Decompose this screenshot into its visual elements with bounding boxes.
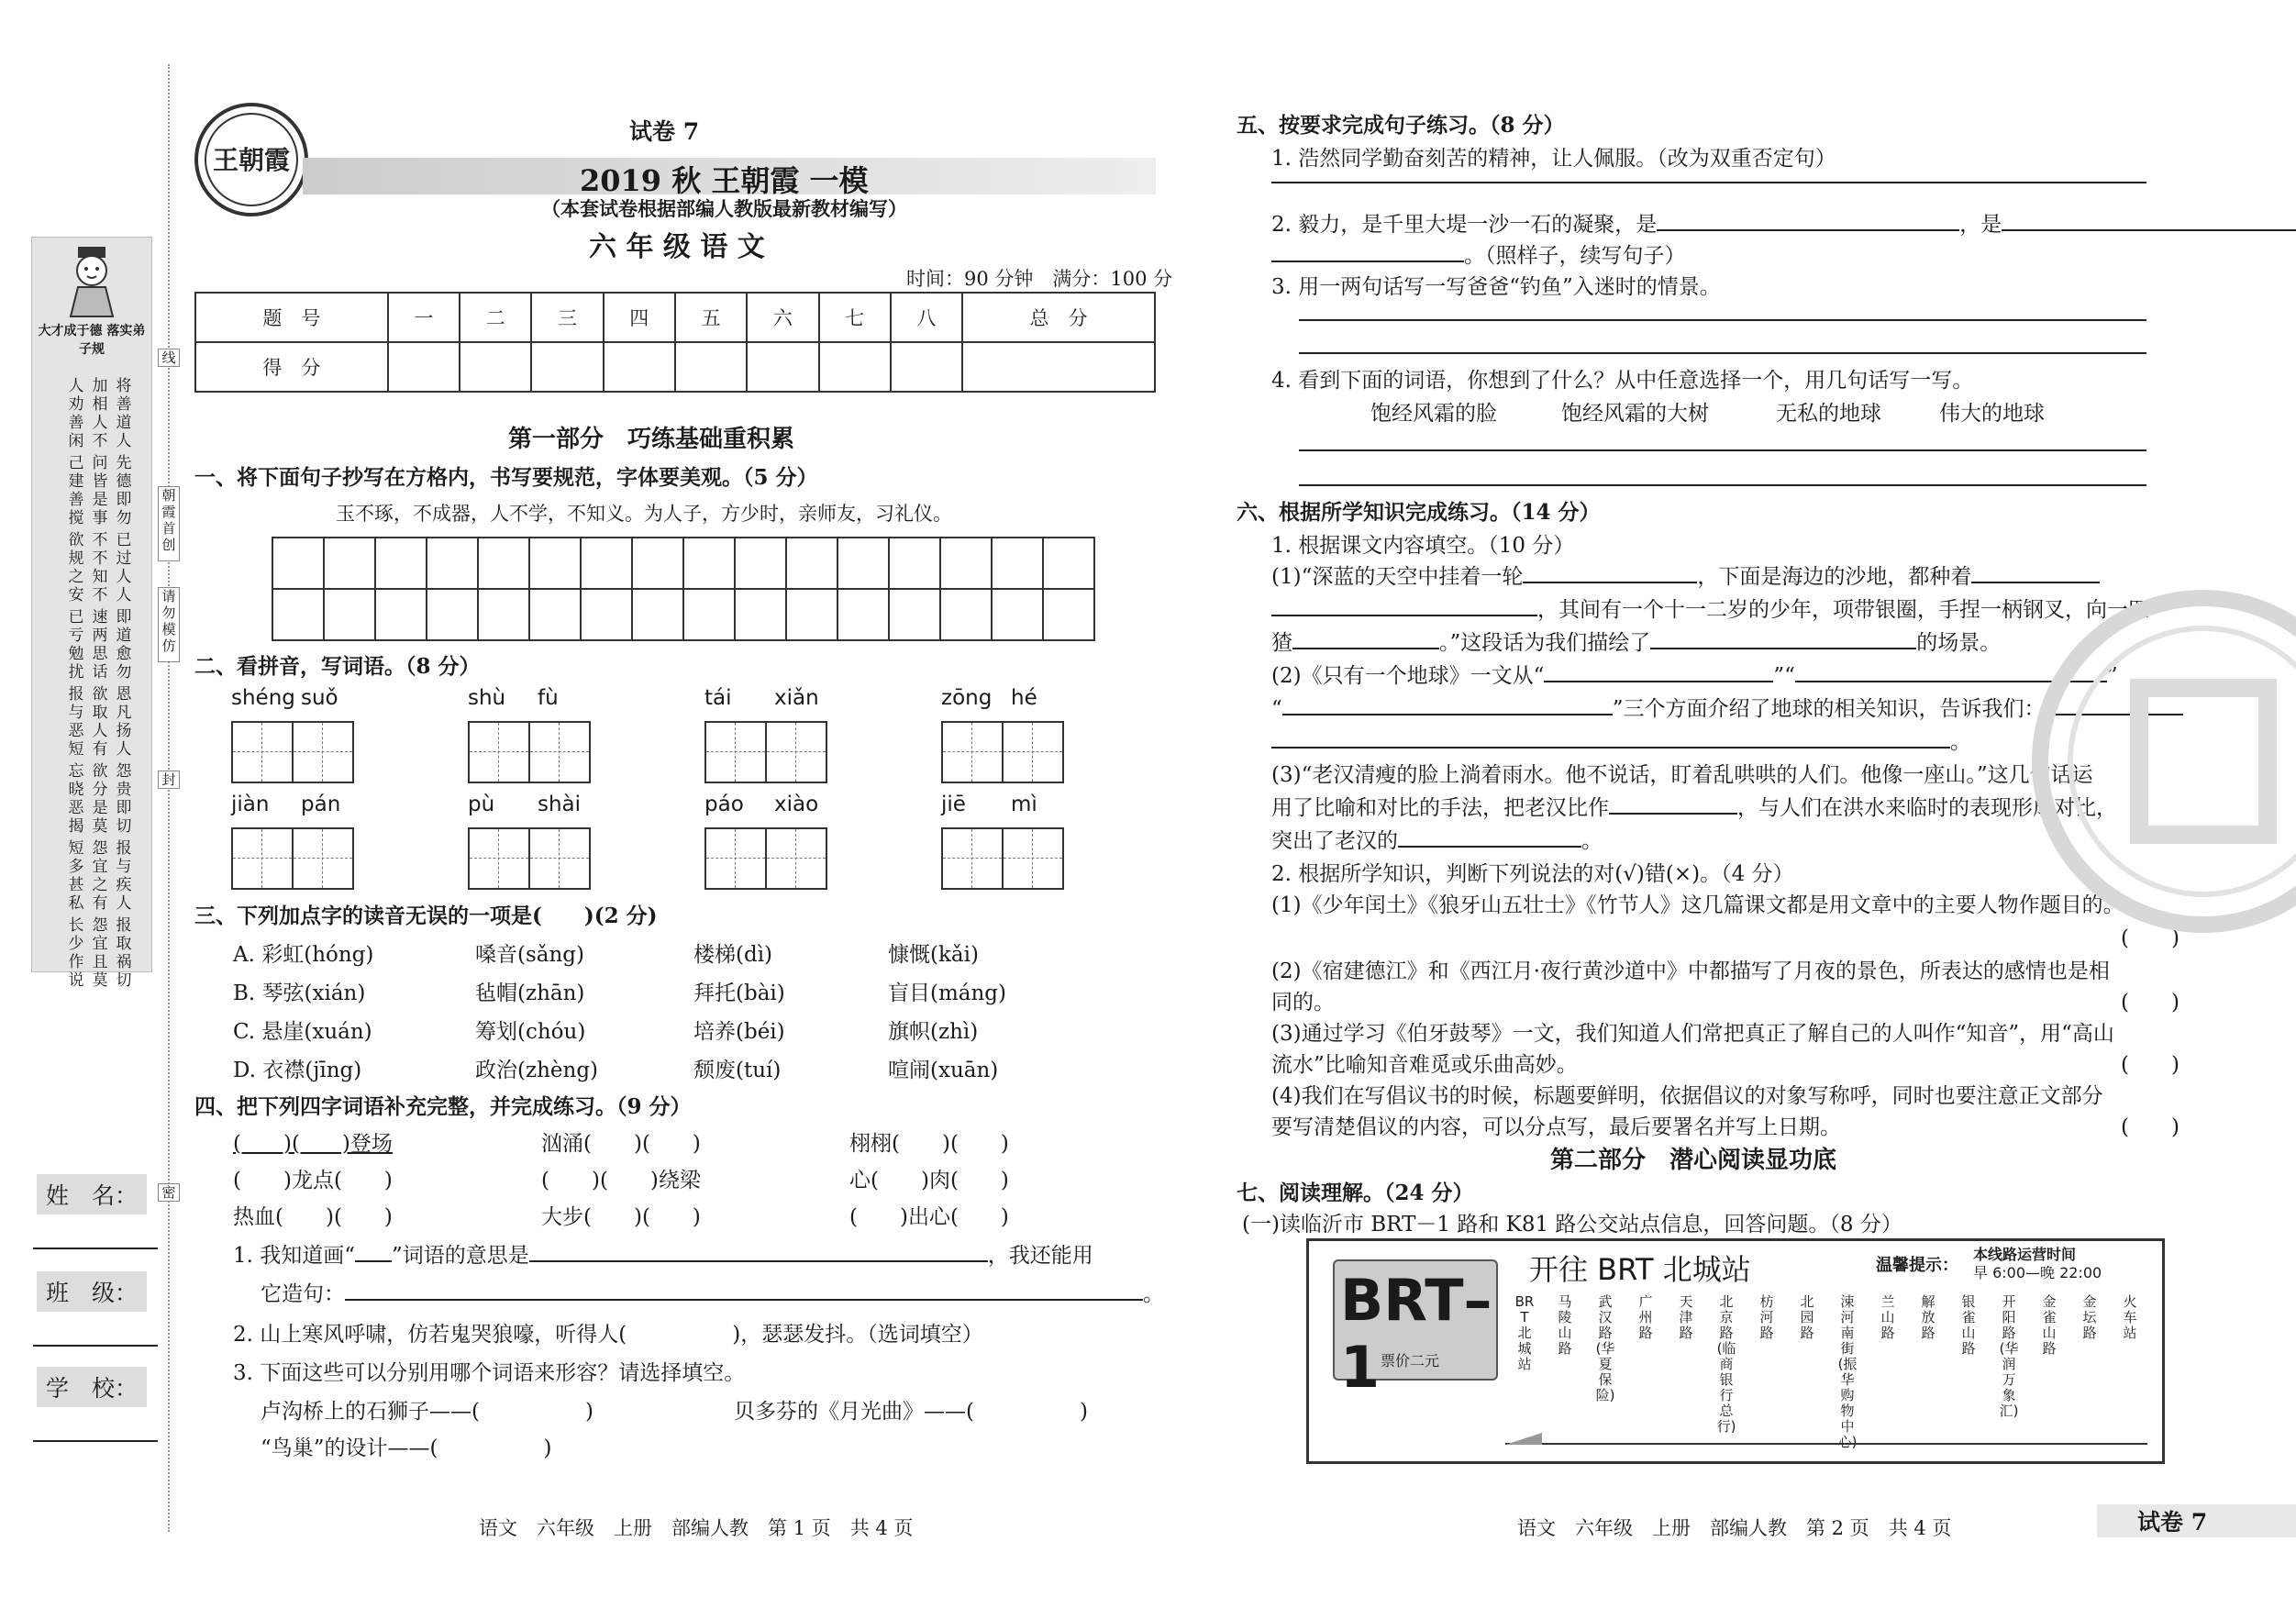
q6-j2-answer[interactable]: ( ) — [2121, 991, 2180, 1015]
q6-sub2: 2. 根据所学知识，判断下列说法的对(√)错(×)。（4 分） — [1271, 862, 1794, 886]
pinyin-label: tái — [704, 686, 732, 710]
q5-s3: 3. 用一两句话写一写爸爸“钓鱼”入迷时的情景。 — [1271, 275, 1721, 299]
class-label: 班 级： — [37, 1271, 147, 1312]
q4-idiom[interactable]: 栩栩( )( ) — [849, 1132, 1009, 1156]
score-entry-cell[interactable] — [891, 342, 962, 392]
copy-grid-cell[interactable] — [837, 538, 889, 589]
bus-stop-name: 北京路(临商银行总行) — [1716, 1293, 1736, 1435]
q6-p1-a: (1)“深蓝的天空中挂着一轮 — [1271, 565, 1524, 589]
q5-s2-blank1[interactable] — [1657, 229, 1959, 231]
tian-grid-box[interactable] — [231, 827, 294, 890]
q6-p2-c: ” — [2106, 664, 2118, 688]
motto-column: 已亏勉扰 — [68, 608, 84, 682]
q4-sub3-a: 卢沟桥上的石狮子——( ) — [261, 1400, 593, 1424]
brt-direction-arrow — [1505, 1432, 1542, 1449]
brt-logo-text: BRT–1 — [1340, 1267, 1492, 1401]
q6-p2-d: “ — [1271, 697, 1282, 721]
motto-column: 加相人不 — [92, 377, 108, 450]
q3-option-word: 慷慨(kǎi) — [888, 943, 979, 967]
copy-grid-cell[interactable] — [683, 589, 735, 640]
q5-s3-line1[interactable] — [1299, 319, 2146, 321]
q7-title: 七、阅读理解。（24 分） — [1237, 1181, 1474, 1205]
motto-column: 己建善搅 — [68, 454, 84, 527]
q6-p2-line3 — [1271, 725, 1971, 755]
score-header-cell: 一 — [388, 293, 460, 342]
pinyin-label: xiǎn — [774, 686, 819, 710]
tian-grid-box[interactable] — [231, 721, 294, 783]
pinyin-label: xiào — [774, 793, 819, 816]
pinyin-label: pù — [468, 793, 495, 816]
copy-grid-cell[interactable] — [735, 538, 786, 589]
q3-option-label[interactable]: B. 琴弦(xián) — [233, 981, 366, 1005]
copy-grid-cell[interactable] — [427, 589, 478, 640]
pinyin-label: pán — [301, 793, 341, 816]
q5-s3-line2[interactable] — [1299, 352, 2146, 354]
bus-stop-name: 天津路 — [1679, 1293, 1693, 1341]
q6-p3-line3 — [1271, 824, 1603, 854]
q6-j2-a: (2)《宿建德江》和《西江月·夜行黄沙道中》中都描写了月夜的景色，所表达的感情也是相 — [1271, 959, 2110, 983]
q3-option-label[interactable]: A. 彩虹(hóng) — [233, 943, 374, 967]
copy-grid-cell[interactable] — [375, 589, 427, 640]
bus-stop-sign — [1306, 1238, 2165, 1464]
q6-p2-a: (2)《只有一个地球》一文从“ — [1271, 664, 1545, 688]
q6-j3-b: 流水”比喻知音难觅或乐曲高妙。 — [1271, 1053, 1578, 1077]
q6-j1: (1)《少年闰土》《狼牙山五壮士》《竹节人》这几篇课文都是用文章中的主要人物作题目的。 — [1271, 893, 2124, 917]
motto-column: 恩凡扬人 — [116, 685, 132, 759]
pinyin-label: fù — [538, 686, 559, 710]
copy-grid-cell[interactable] — [324, 538, 375, 589]
q4-idiom[interactable]: 心( )肉( ) — [849, 1169, 1009, 1192]
copy-grid-cell[interactable] — [735, 589, 786, 640]
bus-stop-name: 武汉路(华夏保险) — [1595, 1293, 1615, 1403]
score-label-cell: 得 分 — [195, 342, 388, 392]
motto-column: 速两思话 — [92, 608, 108, 682]
q5-word-option: 伟大的地球 — [1939, 402, 2045, 426]
tian-grid-box[interactable] — [1002, 721, 1064, 783]
copy-grid-cell[interactable] — [427, 538, 478, 589]
brt-notice-1: 本线路运营时间 — [1973, 1246, 2077, 1263]
q6-p1-blank5[interactable] — [1650, 648, 1916, 649]
motto-column: 怨宜且莫 — [92, 916, 108, 990]
q4-sub1-c: ，我还能用 — [987, 1244, 1093, 1268]
score-header-cell: 七 — [819, 293, 891, 342]
q6-p3-line2 — [1271, 791, 2117, 821]
motto-column: 即道愈勿 — [116, 608, 132, 682]
q3-option-word: 楼梯(dì) — [693, 943, 773, 967]
q3-option-word: 拜托(bài) — [693, 981, 785, 1005]
copy-grid-cell[interactable] — [272, 589, 324, 640]
q4-sub1-blank2[interactable] — [529, 1260, 988, 1262]
watermark-seal — [2029, 587, 2296, 936]
tian-grid-box[interactable] — [468, 721, 530, 783]
q4-sub1-d: 它造句： — [261, 1282, 345, 1306]
class-field[interactable] — [33, 1345, 158, 1347]
q6-j4-b: 要写清楚倡议的内容，可以分点写，最后要署名并写上日期。 — [1271, 1115, 1841, 1139]
copy-grid-cell[interactable] — [1043, 538, 1094, 589]
copy-grid-cell[interactable] — [992, 538, 1043, 589]
tian-grid-box[interactable] — [765, 827, 827, 890]
copy-grid-cell[interactable] — [837, 589, 889, 640]
q6-p1-blank4[interactable] — [1292, 648, 1439, 649]
motto-column: 怨宜之有 — [92, 839, 108, 913]
bus-stop-name: BRT北城站 — [1514, 1293, 1535, 1372]
motto-column: 先德即勿 — [116, 454, 132, 527]
q6-p2-blank3[interactable] — [1282, 714, 1613, 715]
copy-grid-cell[interactable] — [889, 589, 940, 640]
q4-idiom[interactable]: ( )出心( ) — [849, 1205, 1009, 1229]
pinyin-label: jiàn — [231, 793, 270, 816]
q6-j1-answer[interactable]: ( ) — [2121, 926, 2180, 950]
paper-number: 试卷 7 — [629, 118, 700, 145]
q6-p3-b: 用了比喻和对比的手法，把老汉比作 — [1271, 796, 1609, 820]
q6-sub1: 1. 根据课文内容填空。（10 分） — [1271, 534, 1575, 558]
q6-j2-b: 同的。 — [1271, 991, 1335, 1015]
q2-title: 二、看拼音，写词语。（8 分） — [194, 654, 481, 679]
name-label: 姓 名： — [37, 1174, 147, 1214]
tian-grid-box[interactable] — [292, 721, 354, 783]
q4-sub1-line2 — [261, 1277, 1164, 1307]
score-entry-cell[interactable] — [819, 342, 891, 392]
q6-p1-line3 — [1271, 626, 2001, 656]
q6-p1-f: 的场景。 — [1916, 631, 2002, 655]
copy-grid-cell[interactable] — [375, 538, 427, 589]
q6-p1-blank1[interactable] — [1523, 582, 1697, 583]
pinyin-label: shéng — [231, 686, 295, 710]
tian-grid-box[interactable] — [704, 827, 767, 890]
copy-grid-cell[interactable] — [529, 589, 581, 640]
q6-p2-b: ”“ — [1773, 664, 1795, 688]
footer-page1: 语文 六年级 上册 部编人教 第 1 页 共 4 页 — [479, 1517, 914, 1539]
q4-idiom[interactable]: ( )( )登场 — [233, 1132, 393, 1156]
part1-title: 第一部分 巧练基础重积累 — [508, 426, 795, 453]
q6-p2-blank1[interactable] — [1544, 681, 1773, 682]
copy-grid-cell[interactable] — [478, 538, 529, 589]
q4-sub3-c: “鸟巢”的设计——( ) — [261, 1436, 552, 1460]
pinyin-label: páo — [704, 793, 744, 816]
q5-word-option: 无私的地球 — [1776, 402, 1881, 426]
q6-p3-c: ，与人们在洪水来临时的表现形成对比， — [1737, 796, 2117, 820]
score-header-cell: 三 — [531, 293, 603, 342]
q3-option-word: 毡帽(zhān) — [475, 981, 585, 1005]
school-field[interactable] — [33, 1440, 158, 1442]
motto-column: 不不知不 — [92, 531, 108, 604]
copy-grid-cell[interactable] — [940, 589, 992, 640]
svg-text:王朝霞: 王朝霞 — [212, 145, 291, 175]
part2-title: 第二部分 潜心阅读显功底 — [1550, 1147, 1837, 1174]
q5-s2-line2 — [1271, 238, 1686, 269]
copy-grid[interactable] — [272, 537, 1095, 641]
score-header-cell: 二 — [460, 293, 531, 342]
q4-sub3-b: 贝多芬的《月光曲》——( ) — [734, 1400, 1088, 1424]
q4-sub3: 3. 下面这些可以分别用哪个词语来形容？请选择填空。 — [233, 1361, 746, 1385]
exam-title: 2019 秋 王朝霞 一模 — [580, 163, 869, 198]
brt-logo-box — [1333, 1259, 1498, 1401]
q5-s4: 4. 看到下面的词语，你想到了什么？从中任意选择一个，用几句话写一写。 — [1271, 369, 1974, 393]
q3-option-word: 颓废(tuí) — [693, 1059, 782, 1082]
bus-stop-name: 广州路 — [1638, 1293, 1653, 1341]
q6-p1-e: 。”这段话为我们描绘了 — [1439, 631, 1651, 655]
score-entry-cell[interactable] — [604, 342, 675, 392]
q3-title: 三、下列加点字的读音无误的一项是( )(2 分) — [194, 904, 658, 928]
bus-stop-name: 金坛路 — [2082, 1293, 2097, 1341]
score-header-cell: 题 号 — [195, 293, 388, 342]
q7-sub: (一)读临沂市 BRT－1 路和 K81 路公交站点信息，回答问题。（8 分） — [1242, 1213, 1902, 1237]
q4-idiom[interactable]: 热血( )( ) — [233, 1205, 393, 1229]
pinyin-label: suǒ — [301, 686, 338, 710]
scholar-illustration — [50, 245, 133, 318]
motto-column: 问皆是事 — [92, 454, 108, 527]
q5-s2 — [1271, 207, 2296, 238]
motto-column: 欲规之安 — [68, 531, 84, 604]
motto-column: 怨贵即切 — [116, 762, 132, 836]
copy-grid-cell[interactable] — [632, 538, 683, 589]
footer-page2: 语文 六年级 上册 部编人教 第 2 页 共 4 页 — [1517, 1517, 1952, 1539]
q6-p1-line2 — [1271, 593, 2149, 623]
copy-grid-cell[interactable] — [1043, 589, 1094, 640]
q4-title: 四、把下列四字词语补充完整，并完成练习。（9 分） — [194, 1094, 692, 1119]
q5-word-option: 饱经风霜的大树 — [1561, 402, 1709, 426]
motto-column: 忘晓恶揭 — [68, 762, 84, 836]
bus-stop-name: 涑河南街(振华购物中心) — [1837, 1293, 1858, 1450]
copy-grid-cell[interactable] — [632, 589, 683, 640]
motto-column: 将善道人 — [116, 377, 132, 450]
q5-s2-c: 。（照样子，续写句子） — [1464, 244, 1686, 268]
q6-p2-f: 。 — [1950, 730, 1971, 754]
q5-title: 五、按要求完成句子练习。（8 分） — [1237, 113, 1565, 138]
q3-option-word: 喧闹(xuān) — [888, 1059, 999, 1082]
tian-grid-box[interactable] — [941, 721, 1004, 783]
bus-stop-name: 解放路 — [1921, 1293, 1936, 1341]
exam-subtitle: （本套试卷根据部编人教版最新教材编写） — [541, 197, 907, 220]
score-header-cell: 总 分 — [962, 293, 1155, 342]
q6-p1-c: ，其间有一个十一二岁的少年，项带银圈，手捏一柄钢叉，向一匹 — [1537, 598, 2149, 622]
score-header-cell: 八 — [891, 293, 962, 342]
tian-grid-box[interactable] — [765, 721, 827, 783]
q3-option-word: 旗帜(zhì) — [888, 1020, 979, 1044]
q1-sentence: 玉不琢，不成器，人不学，不知义。为人子，方少时，亲师友，习礼仪。 — [336, 503, 952, 525]
copy-grid-cell[interactable] — [683, 538, 735, 589]
q5-s4-line2[interactable] — [1299, 484, 2146, 486]
score-header-cell: 五 — [675, 293, 747, 342]
brt-notice-label: 温馨提示： — [1876, 1256, 1958, 1275]
q6-p1-d: 猹 — [1271, 631, 1292, 655]
score-entry-cell[interactable] — [675, 342, 747, 392]
motto-column: 欲取人有 — [92, 685, 108, 759]
q3-option-label[interactable]: D. 衣襟(jīng) — [233, 1059, 362, 1082]
q6-p3-e: 。 — [1581, 829, 1603, 853]
q1-title: 一、将下面句子抄写在方格内，书写要规范，字体要美观。（5 分） — [194, 465, 818, 490]
tian-grid-box[interactable] — [941, 827, 1004, 890]
brt-fare: 票价二元 — [1381, 1352, 1440, 1370]
tian-grid-box[interactable] — [1002, 827, 1064, 890]
q6-p3-blank2[interactable] — [1398, 846, 1581, 848]
pinyin-label: jiē — [941, 793, 966, 816]
q5-s1: 1. 浩然同学勤奋刻苦的精神，让人佩服。（改为双重否定句） — [1271, 147, 1836, 171]
brt-heading: 开往 BRT 北城站 — [1529, 1252, 1751, 1287]
bus-stop-name: 金雀山路 — [2042, 1293, 2057, 1357]
score-table — [194, 292, 1156, 393]
bus-stop-name: 银雀山路 — [1961, 1293, 1976, 1357]
score-header-cell: 六 — [747, 293, 818, 342]
margin-tag-secret: 密 — [158, 1183, 180, 1202]
pinyin-label: zōng — [941, 686, 993, 710]
q4-sub1-b: ”词语的意思是 — [392, 1244, 529, 1268]
q4-sub1-a: 1. 我知道画“ — [233, 1244, 356, 1268]
bus-stop-name: 枋河路 — [1759, 1293, 1774, 1341]
copy-grid-cell[interactable] — [478, 589, 529, 640]
q6-p1-blank3[interactable] — [1271, 615, 1537, 616]
tian-grid-box[interactable] — [468, 827, 530, 890]
binding-line — [168, 64, 170, 1532]
q5-s1-line[interactable] — [1271, 182, 2146, 183]
motto-column: 短多甚私 — [68, 839, 84, 913]
margin-tag-no-copy: 请勿模仿 — [158, 587, 180, 662]
q5-s2-blank3[interactable] — [1271, 261, 1464, 262]
score-entry-cell[interactable] — [747, 342, 818, 392]
q6-title: 六、根据所学知识完成练习。（14 分） — [1237, 500, 1601, 525]
bus-stop-name: 兰山路 — [1880, 1293, 1895, 1341]
q6-p1-b: ，下面是海边的沙地，都种着 — [1697, 565, 1972, 589]
margin-tag-seal: 封 — [158, 771, 180, 789]
bus-stop-name: 火车站 — [2123, 1293, 2137, 1341]
q4-idiom[interactable]: ( )( )绕梁 — [541, 1169, 701, 1192]
q3-option-word: 政治(zhèng) — [475, 1059, 599, 1082]
q4-sub2: 2. 山上寒风呼啸，仿若鬼哭狼嚎，听得人( )，瑟瑟发抖。（选词填空） — [233, 1323, 983, 1347]
copy-grid-cell[interactable] — [581, 589, 632, 640]
copy-grid-cell[interactable] — [324, 589, 375, 640]
pinyin-label: mì — [1011, 793, 1037, 816]
brt-route-line — [1505, 1443, 2147, 1445]
copy-grid-cell[interactable] — [529, 538, 581, 589]
copy-grid-cell[interactable] — [786, 589, 837, 640]
bus-stop-name: 马陵山路 — [1558, 1293, 1572, 1357]
margin-tag-line: 线 — [158, 349, 180, 367]
q6-j4-answer[interactable]: ( ) — [2121, 1115, 2180, 1139]
q3-option-label[interactable]: C. 悬崖(xuán) — [233, 1020, 372, 1044]
q3-option-word: 盲目(máng) — [888, 981, 1007, 1005]
corner-paper-no: 试卷 7 — [2137, 1509, 2208, 1536]
bus-stop-name: 开阳路(华润万象汇) — [1999, 1293, 2019, 1419]
q3-option-word: 培养(béi) — [693, 1020, 785, 1044]
q5-s2-a: 2. 毅力，是千里大堤一沙一石的凝聚，是 — [1271, 213, 1658, 237]
pinyin-label: hé — [1011, 686, 1037, 710]
motto-column: 已过人人 — [116, 531, 132, 604]
motto-column: 欲分是莫 — [92, 762, 108, 836]
copy-grid-cell[interactable] — [992, 589, 1043, 640]
motto-strip — [31, 237, 152, 990]
copy-grid-cell[interactable] — [272, 538, 324, 589]
score-entry-cell[interactable] — [962, 342, 1155, 392]
score-header-cell: 四 — [604, 293, 675, 342]
copy-grid-cell[interactable] — [786, 538, 837, 589]
q4-idiom[interactable]: ( )龙点( ) — [233, 1169, 393, 1192]
q5-s2-b: ，是 — [1959, 213, 2002, 237]
q3-option-word: 筹划(chóu) — [475, 1020, 586, 1044]
motto-column: 人劝善闲 — [68, 377, 84, 450]
q4-idiom[interactable]: 汹涌( )( ) — [541, 1132, 701, 1156]
q6-p3-a: (3)“老汉清瘦的脸上淌着雨水。他不说话，盯着乱哄哄的人们。他像一座山。”这几句话运 — [1271, 763, 2093, 787]
score-entry-cell[interactable] — [460, 342, 531, 392]
q6-j3-a: (3)通过学习《伯牙鼓琴》一文，我们知道人们常把真正了解自己的人叫作“知音”，用“高山 — [1271, 1022, 2114, 1046]
q4-sub1-blank1[interactable] — [355, 1260, 392, 1262]
q4-sub1-end: 。 — [1143, 1282, 1164, 1306]
motto-column: 报取祸切 — [116, 916, 132, 990]
margin-tag-original: 朝霞首创 — [158, 486, 180, 561]
q6-p3-blank1[interactable] — [1609, 813, 1737, 815]
q6-p1 — [1271, 560, 2100, 590]
q5-word-option: 饱经风霜的脸 — [1370, 402, 1497, 426]
q6-j3-answer[interactable]: ( ) — [2121, 1053, 2180, 1077]
brt-notice-2: 早 6:00—晚 22:00 — [1973, 1264, 2102, 1281]
score-entry-cell[interactable] — [388, 342, 460, 392]
q6-p2-e: ”三个方面介绍了地球的相关知识，告诉我们： — [1612, 697, 2046, 721]
motto-column: 报与疾人 — [116, 839, 132, 913]
q4-sub1 — [233, 1238, 1093, 1269]
copy-grid-cell[interactable] — [581, 538, 632, 589]
subject-title: 六 年 级 语 文 — [589, 231, 765, 263]
tian-grid-box[interactable] — [528, 827, 591, 890]
tian-grid-box[interactable] — [528, 721, 591, 783]
q4-idiom[interactable]: 大步( )( ) — [541, 1205, 701, 1229]
motto-column: 长少作说 — [68, 916, 84, 990]
time-info: 时间：90 分钟 满分：100 分 — [906, 268, 1173, 290]
brand-seal — [193, 101, 310, 218]
bus-stop-name: 北园路 — [1800, 1293, 1814, 1341]
motto-columns — [39, 377, 146, 990]
tian-grid-box[interactable] — [292, 827, 354, 890]
q5-s4-line1[interactable] — [1299, 449, 2146, 451]
pinyin-label: shài — [538, 793, 582, 816]
pinyin-label: shù — [468, 686, 506, 710]
q5-s2-blank2[interactable] — [2002, 229, 2296, 231]
q6-j4-a: (4)我们在写倡议书的时候，标题要鲜明，依据倡议的对象写称呼，同时也要注意正文部分 — [1271, 1084, 2103, 1108]
school-label: 学 校： — [37, 1367, 147, 1407]
motto: 大才成于德 落实弟子规 — [38, 324, 146, 357]
q4-sub1-blank3[interactable] — [345, 1299, 1143, 1301]
q6-p3-d: 突出了老汉的 — [1271, 829, 1398, 853]
copy-grid-cell[interactable] — [940, 538, 992, 589]
q6-p2-blank5[interactable] — [1271, 747, 1950, 749]
score-entry-cell[interactable] — [531, 342, 603, 392]
q6-p1-blank2[interactable] — [1971, 582, 2100, 583]
copy-grid-cell[interactable] — [889, 538, 940, 589]
tian-grid-box[interactable] — [704, 721, 767, 783]
q3-option-word: 嗓音(sǎng) — [475, 943, 584, 967]
motto-column: 报与恶短 — [68, 685, 84, 759]
q6-p2 — [1271, 659, 2118, 689]
name-field[interactable] — [33, 1248, 158, 1249]
